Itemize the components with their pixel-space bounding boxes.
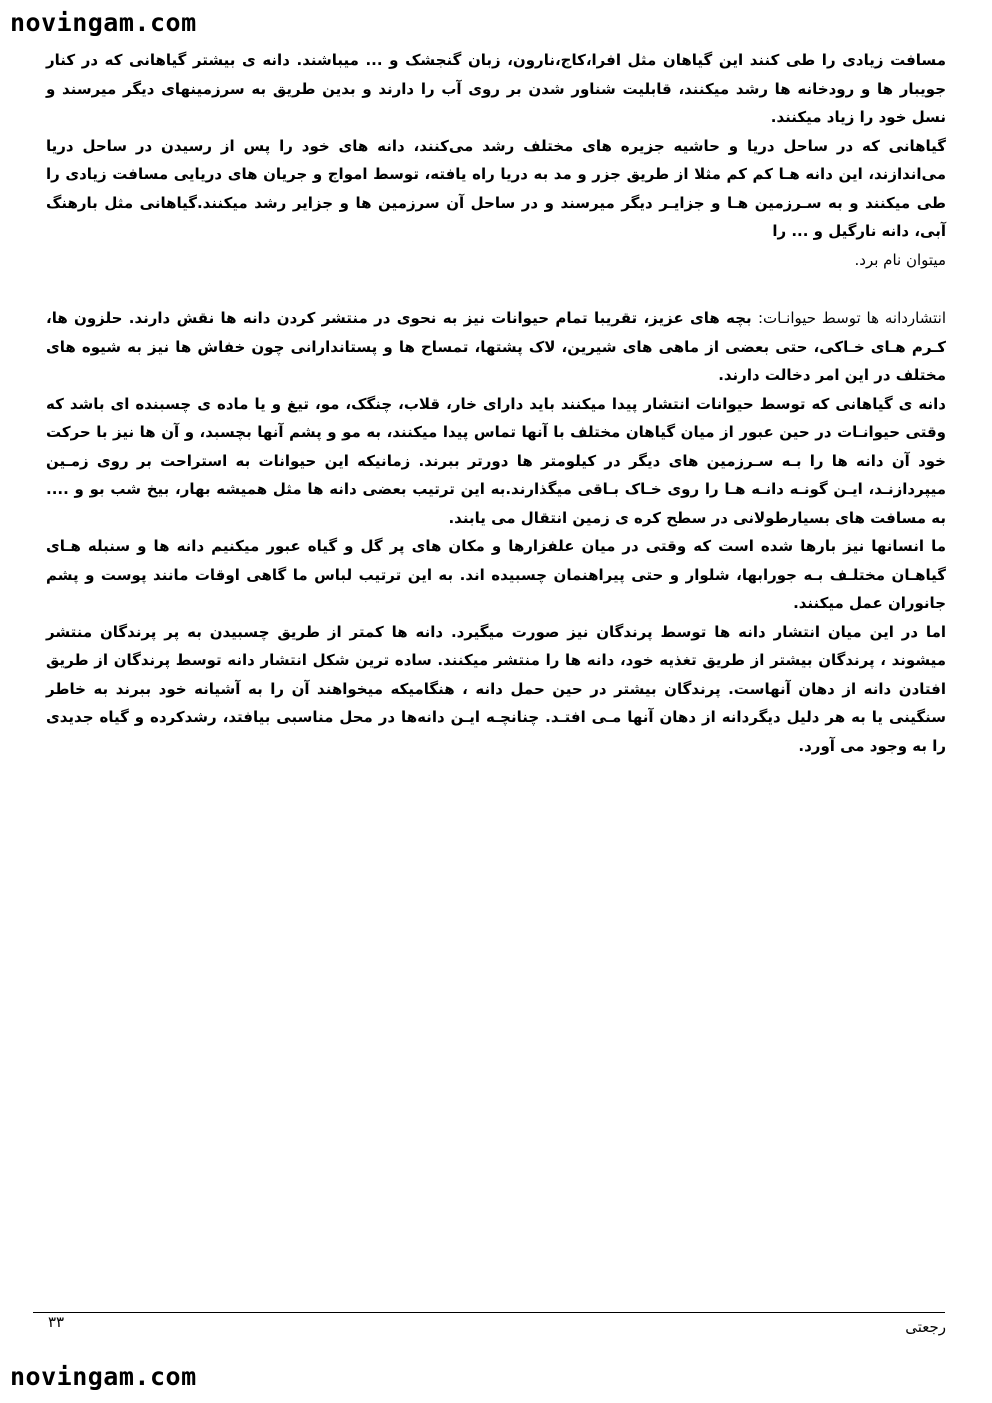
watermark-bottom: novingam.com xyxy=(10,1362,197,1391)
paragraph-birds: اما در این میان انتشار دانه ها توسط پرندگان نیز صورت میگیرد. دانه ها کمتر از طریق چسبیدن به پر پرندگان منتشر میشوند ، پرندگان بیشتر از طریق تغذیه خود، دانه ها را منتشر میکنند. ساده ترین شکل انتشار دانه توسط پرندگان از طریق افتادن دانه از دهان آنهاست. پرندگان بیشتر در حین حمل دانه ، هنگامیکه میخواهند آن را به آشیانه خود ببرند به خاطر سنگینی یا به هر دلیل دیگردانه از دهان آنها مـی افتـد. چنانچـه ایـن دانه‌ها در محل مناسبی بیافتد، رشدکرده و گیاه جدیدی را به وجود می آورد. xyxy=(46,622,946,755)
paragraph-animal-dispersal xyxy=(46,304,946,390)
page-number: ۳۳ xyxy=(48,1313,65,1331)
watermark-top: novingam.com xyxy=(10,8,197,37)
paragraph-hooks-and-fur: دانه ی گیاهانی که توسط حیوانات انتشار پیدا میکنند باید دارای خار، قلاب، چنگک، مو، تیغ و یا ماده ی چسبنده ای باشد که وقتی حیوانـات در حین عبور از میان گیاهان مختلف با آنها تماس پیدا میکنند، به مو و پشم آنها بچسبد، و آن ها نیز با حرکت خود آن دانه ها را بـه سـرزمین های دیگر در کیلومتر ها دورتر ببرند. زمانیکه این حیوانات به استراحت بر روی زمـین میپردازنـد، ایـن گونـه دانـه هـا را روی خـاک بـاقی میگذارند.به این ترتیب بعضی دانه ها مثل همیشه بهار، بیخ شب بو و .... به مسافت های بسیارطولانی در سطح کره ی زمین انتقال می یابند. xyxy=(46,394,946,527)
document-body xyxy=(46,46,946,760)
paragraph-animal-dispersal-text: بچه های عزیز، تقریبا تمام حیوانات نیز به نحوی در منتشر کردن دانه ها نقش دارند. حلزون ها، کـرم هـای خـاکی، حتی بعضی از ماهی های شیرین، لاک پشتها، تمساح ها و پستاندارانی چون خفاش ها نیز به شیوه های مختلف در این امر دخالت دارند. xyxy=(46,309,946,384)
footer-divider xyxy=(33,1312,945,1313)
paragraph-seed-coastal: گیاهانی که در ساحل دریا و حاشیه جزیره های مختلف رشد می‌کنند، دانه های خود را پس از رسیدن در ساحل دریا می‌اندازند، این دانه هـا کم کم مثلا از طریق جزر و مد به دریا راه یافته، توسط امواج و جریان های دریایی مسافت زیادی را طی میکنند و به سـرزمین هـا و جزایـر دیگر میرسند و در ساحل آن سرزمین ها و جزایر رشد میکنند.گیاهانی مثل بارهنگ آبی، دانه نارگیل و ... را xyxy=(46,136,946,240)
section-heading-animal-dispersal: انتشاردانه ها توسط حیوانـات: xyxy=(758,309,946,327)
paragraph-seed-wind-water: مسافت زیادی را طی کنند این گیاهان مثل افرا،کاج،نارون، زبان گنجشک و ... میباشند. دانه ی بیشتر گیاهانی که در کنار جویبار ها و رودخانه ها رشد میکنند، قابلیت شناور شدن بر روی آب را دارند و بدین طریق به سرزمینهای دیگر میرسند و نسل خود را زیاد میکنند. xyxy=(46,51,946,126)
paragraph-humans-clothing: ما انسانها نیز بارها شده است که وقتی در میان علفزارها و مکان های پر گل و گیاه عبور میکنیم دانه ها و سنبله هـای گیاهـان مختلـف بـه جورابها، شلوار و حتی پیراهنمان چسبیده اند. به این ترتیب لباس ما گاهی اوقات مانند پوست و پشم جانوران عمل میکنند. xyxy=(46,537,946,612)
paragraph-seed-coastal-tail: میتوان نام برد. xyxy=(854,250,946,269)
footer-author: رجعتی xyxy=(905,1318,946,1336)
